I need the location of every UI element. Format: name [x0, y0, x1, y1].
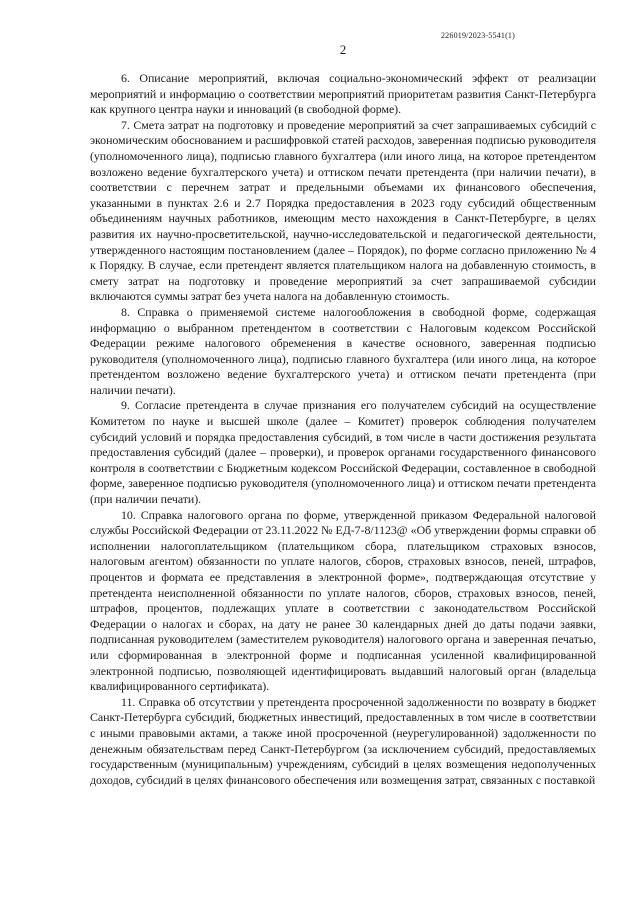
document-body [90, 71, 596, 788]
paragraph-10: 10. Справка налогового органа по форме, утвержденной приказом Федеральной налоговой службы Российской Федерации от 23.11.2022 № ЕД-7-8/1123@ «Об утверждении формы справки об исполнении налогоплательщиком (плательщиком сбора, плательщиком страховых взносов, налоговым агентом) обязанности по уплате налогов, сборов, страховых взносов, пеней, штрафов, процентов и формата ее представления в электронной форме», подтверждающая отсутствие у претендента неисполненной обязанности по уплате налогов, сборов, страховых взносов, пеней, штрафов, процентов, подлежащих уплате в соответствии с законодательством Российской Федерации о налогах и сборах, на дату не ранее 30 календарных дней до даты подачи заявки, подписанная руководителем (заместителем руководителя) налогового органа и заверенная печатью, или сформированная в электронной форме и подписанная усиленной квалифицированной электронной подписью, позволяющей идентифицировать выдавший налоговый орган (владельца квалифицированного сертификата). [90, 507, 596, 694]
paragraph-9: 9. Согласие претендента в случае признания его получателем субсидий на осуществление Комитетом по науке и высшей школе (далее – Комитет) проверок соблюдения получателем субсидий условий и порядка предоставления субсидий, в том числе в части достижения результата предоставления субсидий (далее – проверки), и проверок органами государственного финансового контроля в соответствии с Бюджетным кодексом Российской Федерации, составленное в свободной форме, заверенное подписью руководителя (уполномоченного лица) и оттиском печати претендента (при наличии печати). [90, 398, 596, 507]
paragraph-8: 8. Справка о применяемой системе налогообложения в свободной форме, содержащая информацию о выбранном претендентом в соответствии с Налоговым кодексом Российской Федерации режиме налогового обременения в качестве основного, заверенная подписью руководителя (уполномоченного лица), подписью главного бухгалтера (или иного лица, на которое претендентом возложено ведение бухгалтерского учета) и оттиском печати претендента (при наличии печати). [90, 304, 596, 397]
paragraph-7: 7. Смета затрат на подготовку и проведение мероприятий за счет запрашиваемых субсидий с экономическим обоснованием и расшифровкой статей расходов, заверенная подписью руководителя (уполномоченного лица), подписью главного бухгалтера (или иного лица, на которое претендентом возложено ведение бухгалтерского учета) и оттиском печати претендента (при наличии печати), в соответствии с перечнем затрат и предельными объемами их финансового обеспечения, указанными в пунктах 2.6 и 2.7 Порядка предоставления в 2023 году субсидий общественным объединениям научных работников, имеющим место нахождения в Санкт-Петербурге, в целях развития их научно-просветительской, научно-исследовательской и педагогической деятельности, утвержденного настоящим постановлением (далее – Порядок), по форме согласно приложению № 4 к Порядку. В случае, если претендент является плательщиком налога на добавленную стоимость, в смету затрат на подготовку и проведение мероприятий за счет запрашиваемой субсидии включаются суммы затрат без учета налога на добавленную стоимость. [90, 117, 596, 304]
paragraph-11: 11. Справка об отсутствии у претендента просроченной задолженности по возврату в бюджет Санкт-Петербурга субсидий, бюджетных инвестиций, предоставленных в том числе в соответствии с иными правовыми актами, а также иной просроченной (неурегулированной) задолженности по денежным обязательствам перед Санкт-Петербургом (за исключением субсидий, предоставляемых государственным (муниципальным) учреждениям, субсидий в целях возмещения недополученных доходов, субсидий в целях финансового обеспечения или возмещения затрат, связанных с поставкой [90, 694, 596, 787]
page-number: 2 [339, 42, 347, 57]
document-registration-number: 226019/2023-5541(1) [440, 31, 515, 40]
paragraph-6: 6. Описание мероприятий, включая социально-экономический эффект от реализации мероприятий и информацию о соответствии мероприятий приоритетам развития Санкт-Петербурга как крупного центра науки и инноваций (в свободной форме). [90, 71, 596, 117]
